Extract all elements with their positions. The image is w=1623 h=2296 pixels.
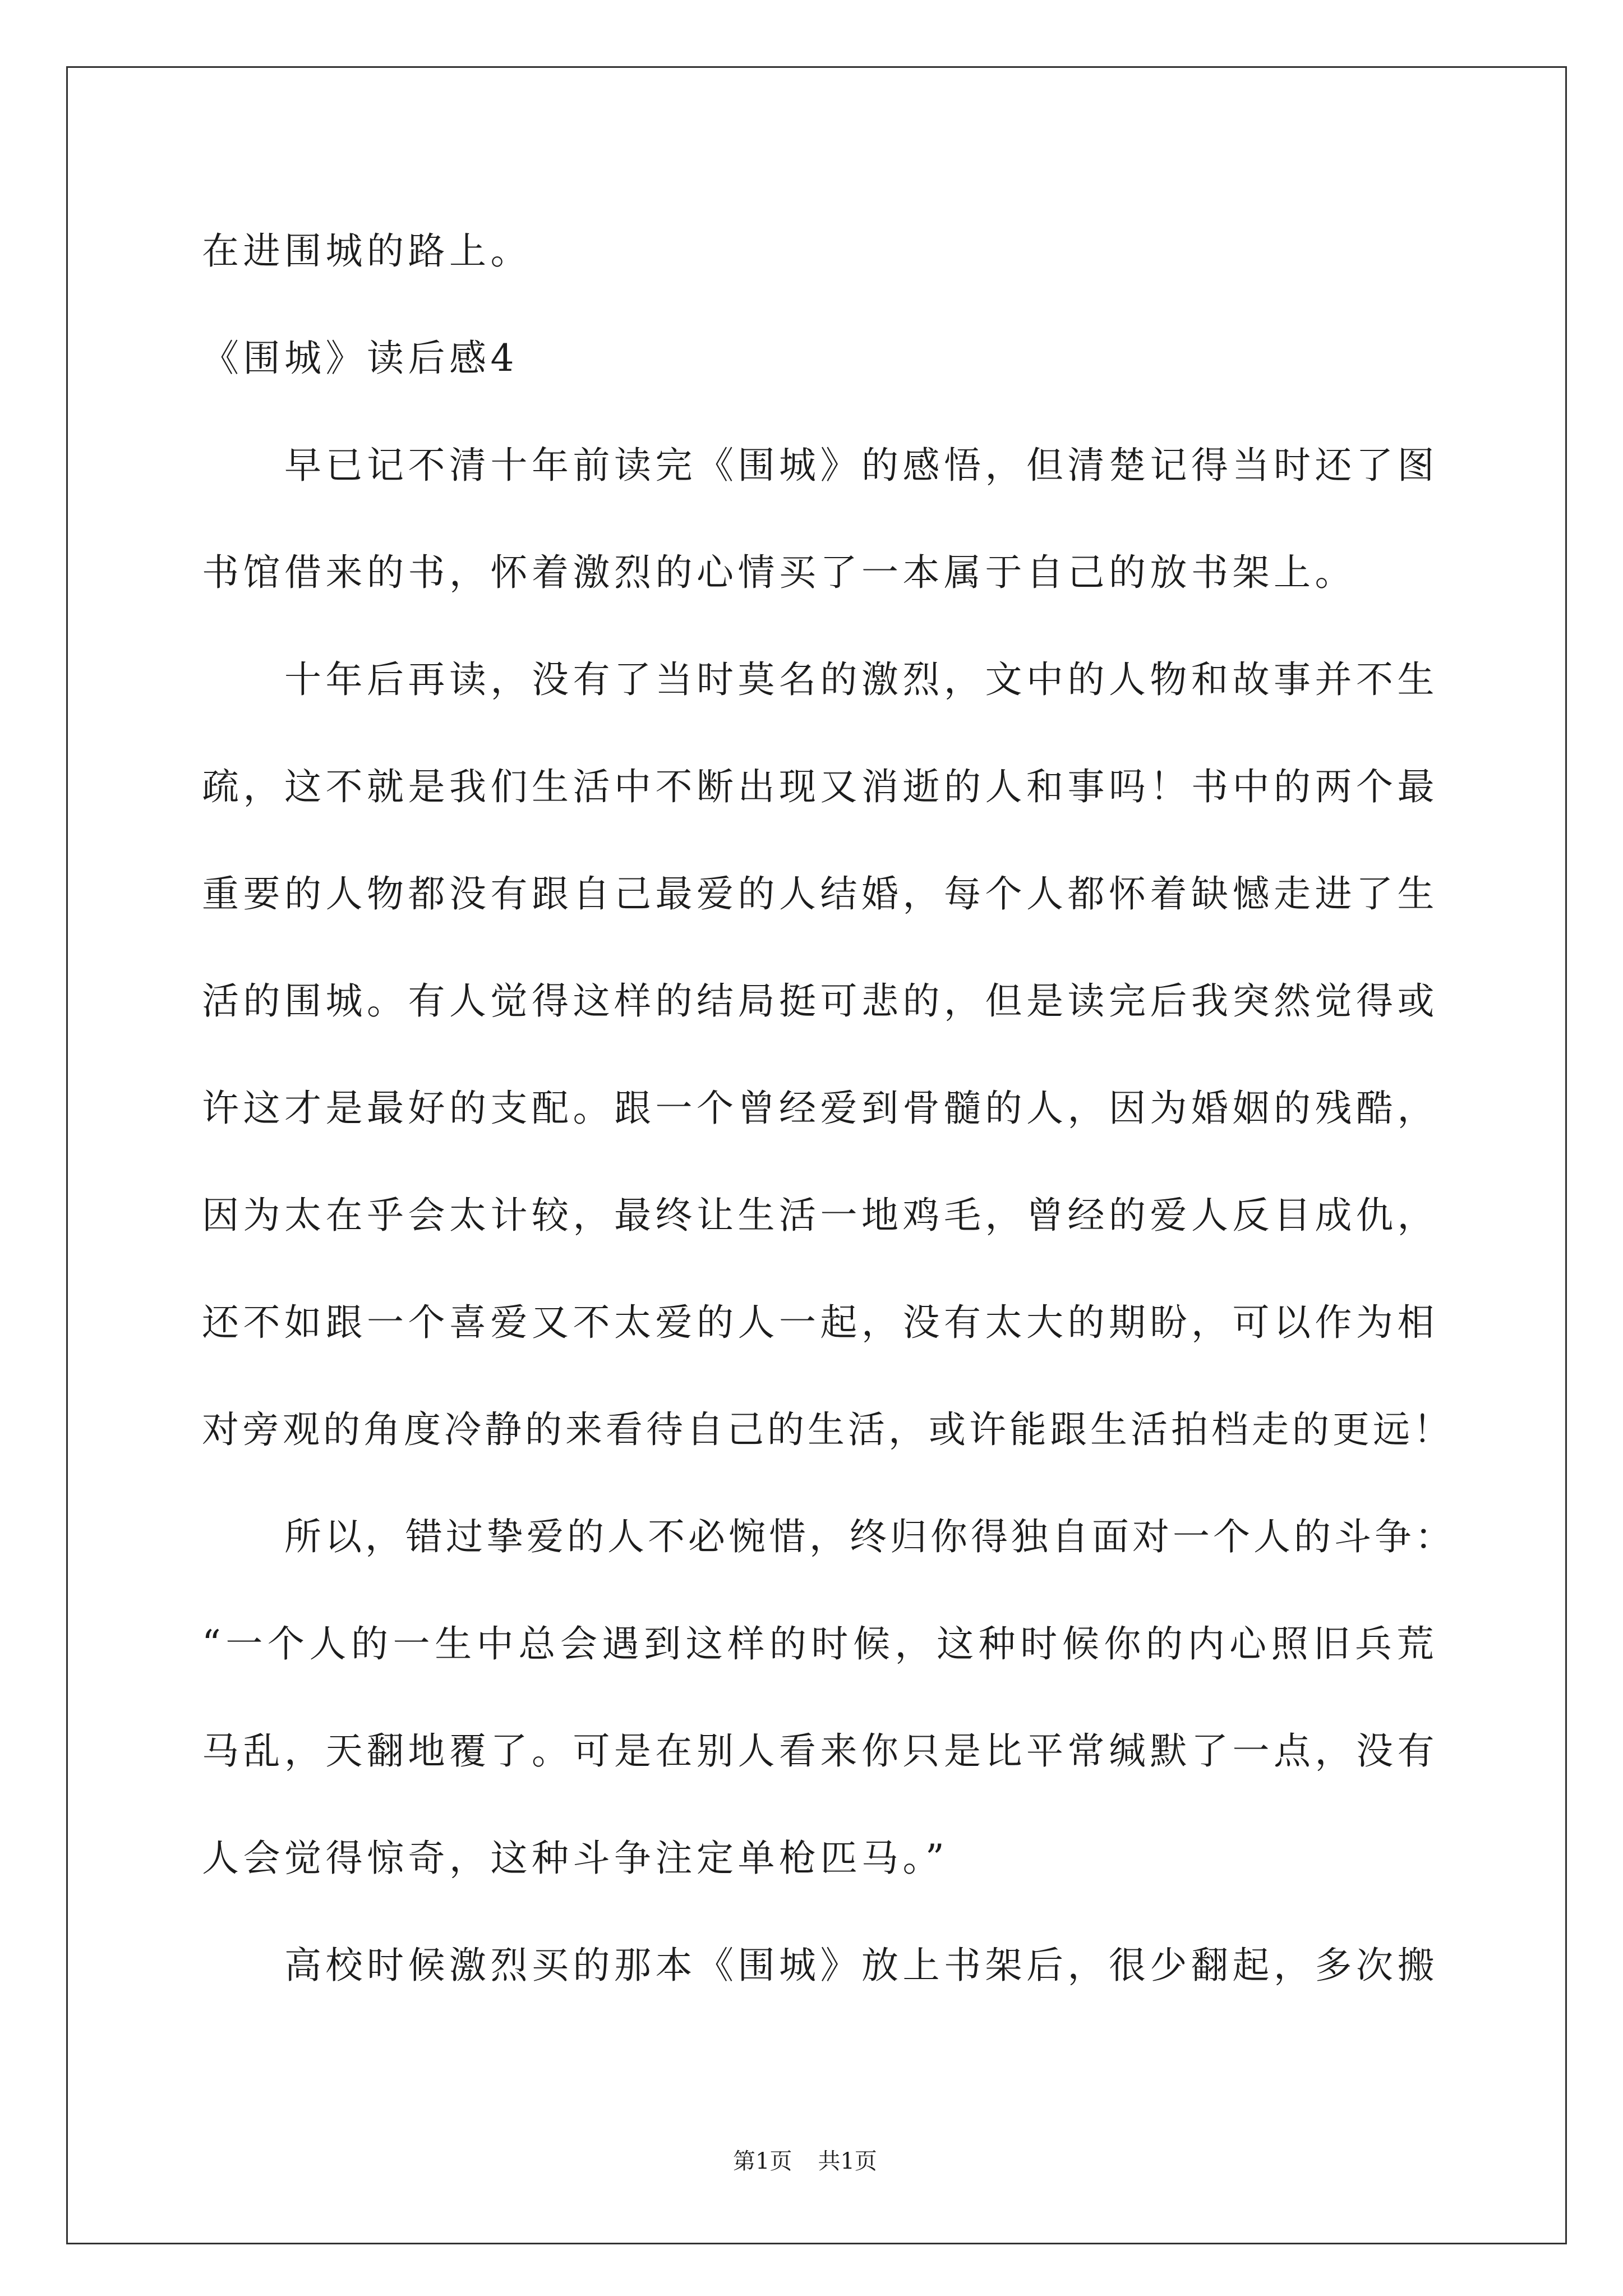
body-line: 书馆借来的书，怀着激烈的心情买了一本属于自己的放书架上。 [202, 551, 1356, 594]
body-line: 马乱，天翻地覆了。可是在别人看来你只是比平常缄默了一点，没有 [202, 1729, 1438, 1773]
body-line: 十年后再读，没有了当时莫名的激烈，文中的人物和故事并不生 [284, 658, 1438, 701]
body-line: 还不如跟一个喜爱又不太爱的人一起，没有太大的期盼，可以作为相 [202, 1301, 1438, 1344]
body-line: 重要的人物都没有跟自己最爱的人结婚，每个人都怀着缺憾走进了生 [202, 872, 1438, 915]
page-number: 第1页 [733, 2148, 792, 2174]
body-line: 人会觉得惊奇，这种斗争注定单枪匹马。” [202, 1837, 949, 1880]
section-title: 《围城》读后感4 [202, 337, 518, 380]
body-line: 早已记不清十年前读完《围城》的感悟，但清楚记得当时还了图 [284, 444, 1438, 487]
body-line: 因为太在乎会太计较，最终让生活一地鸡毛，曾经的爱人反目成仇， [202, 1194, 1438, 1237]
body-line: 所以，错过挚爱的人不必惋惜，终归你得独自面对一个人的斗争： [284, 1515, 1455, 1558]
body-line: “一个人的一生中总会遇到这样的时候，这种时候你的内心照旧兵荒 [202, 1622, 1438, 1665]
page-total: 共1页 [818, 2148, 877, 2174]
body-line: 高校时候激烈买的那本《围城》放上书架后，很少翻起，多次搬 [284, 1944, 1438, 1987]
body-line: 在进围城的路上。 [202, 229, 532, 273]
body-line: 许这才是最好的支配。跟一个曾经爱到骨髓的人，因为婚姻的残酷， [202, 1087, 1438, 1130]
page-footer [733, 2146, 877, 2177]
document-body [202, 197, 1455, 2019]
body-line: 疏，这不就是我们生活中不断出现又消逝的人和事吗！书中的两个最 [202, 765, 1438, 808]
body-line: 对旁观的角度冷静的来看待自己的生活，或许能跟生活拍档走的更远！ [202, 1408, 1454, 1451]
body-line: 活的围城。有人觉得这样的结局挺可悲的，但是读完后我突然觉得或 [202, 979, 1438, 1023]
